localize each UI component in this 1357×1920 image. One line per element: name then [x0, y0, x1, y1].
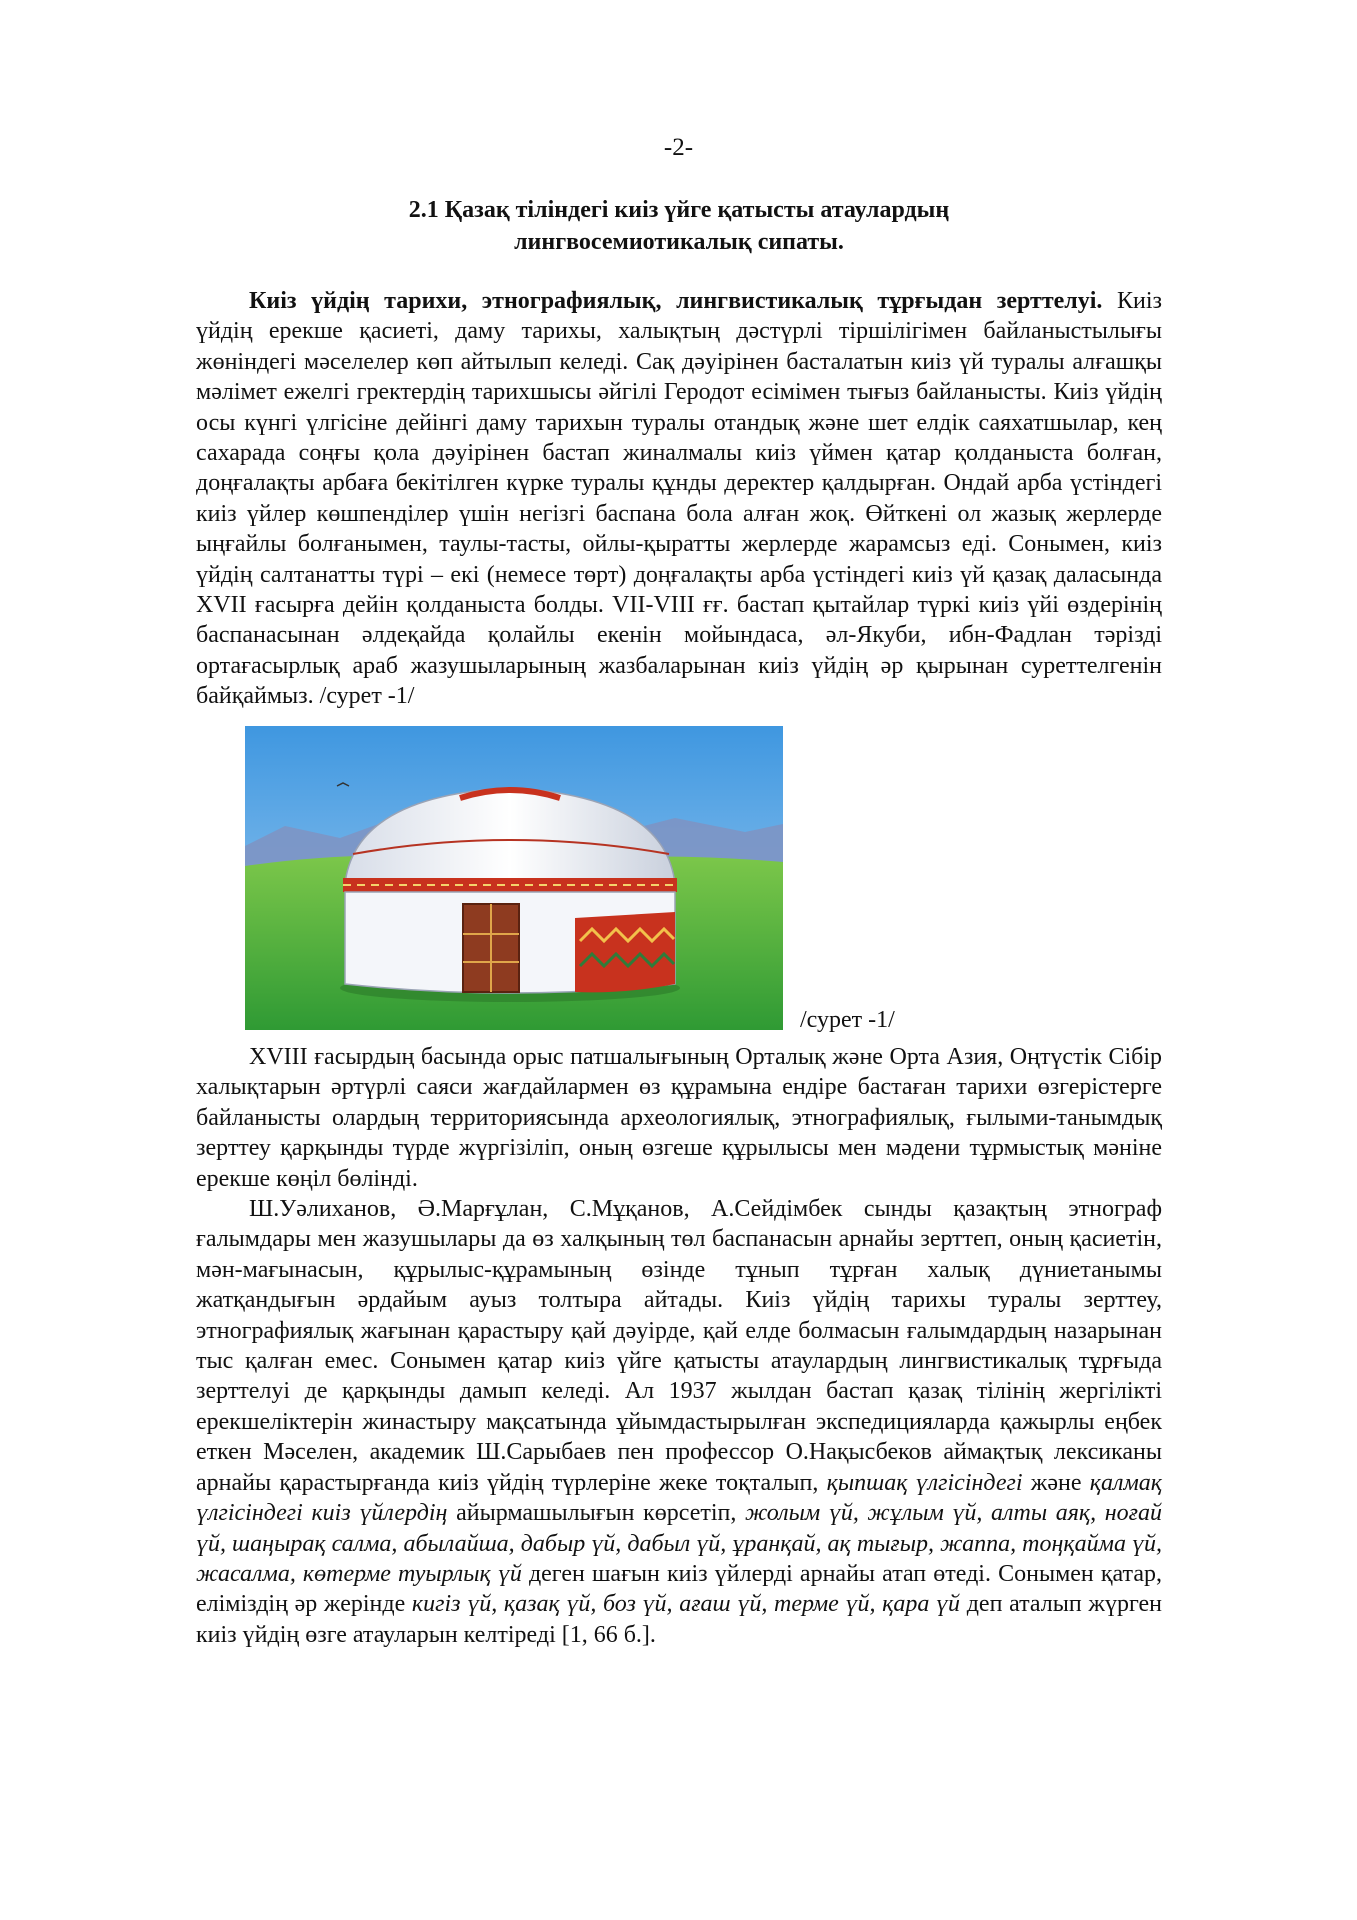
p3-italic-2: қалмақ үлгісіндегі киіз үйлердің: [196, 1469, 1162, 1527]
p3-text-5: деп аталып жүрген киіз үйдің өзге атауларын келтіреді [1, 66 б.].: [196, 1591, 1163, 1648]
paragraph-3: [196, 1194, 1162, 1650]
figure-caption: /сурет -1/: [800, 1007, 895, 1033]
yurt-illustration: [245, 726, 783, 1030]
wall-carpet: [575, 912, 675, 992]
p3-text-3: айырмашылығын көрсетіп,: [447, 1500, 746, 1527]
intro-text: Киіз үйдің ерекше қасиеті, даму тарихы, халықтың дәстүрлі тіршілігімен байланыстылығы жөніндегі мәселелер көп айтылып келеді. Сақ дәуірінен басталатын киіз үй туралы алғашқы мәлімет ежелгі гректердің тарихшысы әйгілі Геродот есімімен тығыз байланысты. Киіз үйдің осы күнгі үлгісіне дейінгі даму тарихын туралы отандық және шет елдік саяхатшылар, кең сахарада соңғы қола дәуірінен бастап жиналмалы киіз үймен қатар қолданыста болған, доңғалақты арбаға бекітілген күрке туралы құнды деректер қалдырған. Ондай арба үстіндегі киіз үйлер көшпенділер үшін негізгі баспана бола алған жоқ. Өйткені ол жазық жерлерде ыңғайлы болғанымен, таулы-тасты, ойлы-қыратты жерлерде жарамсыз еді. Сонымен, киіз үйдің салтанатты түрі – екі (немесе төрт) доңғалақты арба үстіндегі киіз үй қазақ даласында XVII ғасырға дейін қолданыста болды. VII-VIII ғғ. бастап қытайлар түркі киіз үйі өздерінің баспанасынан әлдеқайда қолайлы екенін мойындаса, әл-Якуби, ибн-Фадлан тәрізді ортағасырлық араб жазушыларының жазбаларынан киіз үйдің әр қырынан суреттелгенін байқаймыз. /сурет -1/: [196, 288, 1163, 710]
p3-text-1: Ш.Уәлиханов, Ә.Марғұлан, С.Мұқанов, А.Сейдімбек сынды қазақтың этнограф ғалымдары мен жазушылары да өз халқының төл баспанасын арнайы зерттеп, оның қасиетін, мән-мағынасын, құрылыс-құрамының өзінде тұнып тұрған халық дүниетанымы жатқандығын әрдайым ауыз толтыра айтады. Киіз үйдің тарихы туралы зерттеу, этнографиялық жағынан қарастыру қай дәуірде, қай елде болмасын ғалымдардың назарынан тыс қалған емес. Сонымен қатар киіз үйге қатысты атаулардың лингвистикалық тұрғыда зерттелуі де қарқынды дамып келеді. Ал 1937 жылдан бастап қазақ тілінің жергілікті ерекшеліктерін жинастыру мақсатында ұйымдастырылған экспедицияларда қажырлы еңбек еткен Мәселен, академик Ш.Сарыбаев пен профессор О.Нақысбеков аймақтық лексиканы арнайы қарастырғанда киіз үйдің түрлеріне жеке тоқталып,: [196, 1196, 1162, 1496]
section-title-line-1: 2.1 Қазақ тіліндегі киіз үйге қатысты атаулардың: [408, 197, 950, 223]
page-number: -2-: [663, 134, 694, 161]
yurt-picture: [245, 726, 783, 1030]
body-text: [196, 1042, 1162, 1650]
intro-bold-lead: Киіз үйдің тарихи, этнографиялық, лингвистикалық тұрғыдан зерттелуі.: [249, 288, 1103, 314]
paragraph-2: XVIII ғасырдың басында орыс патшалығының Орталық және Орта Азия, Оңтүстік Сібір халықтарын әртүрлі саяси жағдайлармен өз құрамына ендіре бастаған тарихи өзгерістерге байланысты олардың территориясында археологиялық, этнографиялық, ғылыми-танымдық зерттеу қарқынды түрде жүргізіліп, оның өзгеше құрылысы мен мәдени тұрмыстық мәніне ерекше көңіл бөлінді.: [196, 1044, 1162, 1192]
intro-paragraph: [196, 286, 1162, 712]
p3-text-4: деген шағын киіз үйлерді арнайы атап өтеді. Сонымен қатар, еліміздің әр жерінде: [196, 1560, 1162, 1618]
p3-text-2: және: [1022, 1469, 1090, 1496]
p3-italic-4: кигіз үй, қазақ үй, боз үй, ағаш үй, терме үй, қара үй: [411, 1591, 961, 1618]
p3-italic-3: жолым үй, жұлым үй, алты аяқ, ноғай үй, шаңырақ салма, абылайша, дабыр үй, дабыл үй, ұранқай, ақ тығыр, жаппа, тоңқайма үй, жасалма, көтерме туырлық үй: [196, 1500, 1162, 1587]
p3-italic-1: қыпшақ үлгісіндегі: [826, 1469, 1023, 1496]
section-title-line-2: лингвосемиотикалық сипаты.: [514, 229, 844, 255]
section-title: [196, 194, 1162, 258]
